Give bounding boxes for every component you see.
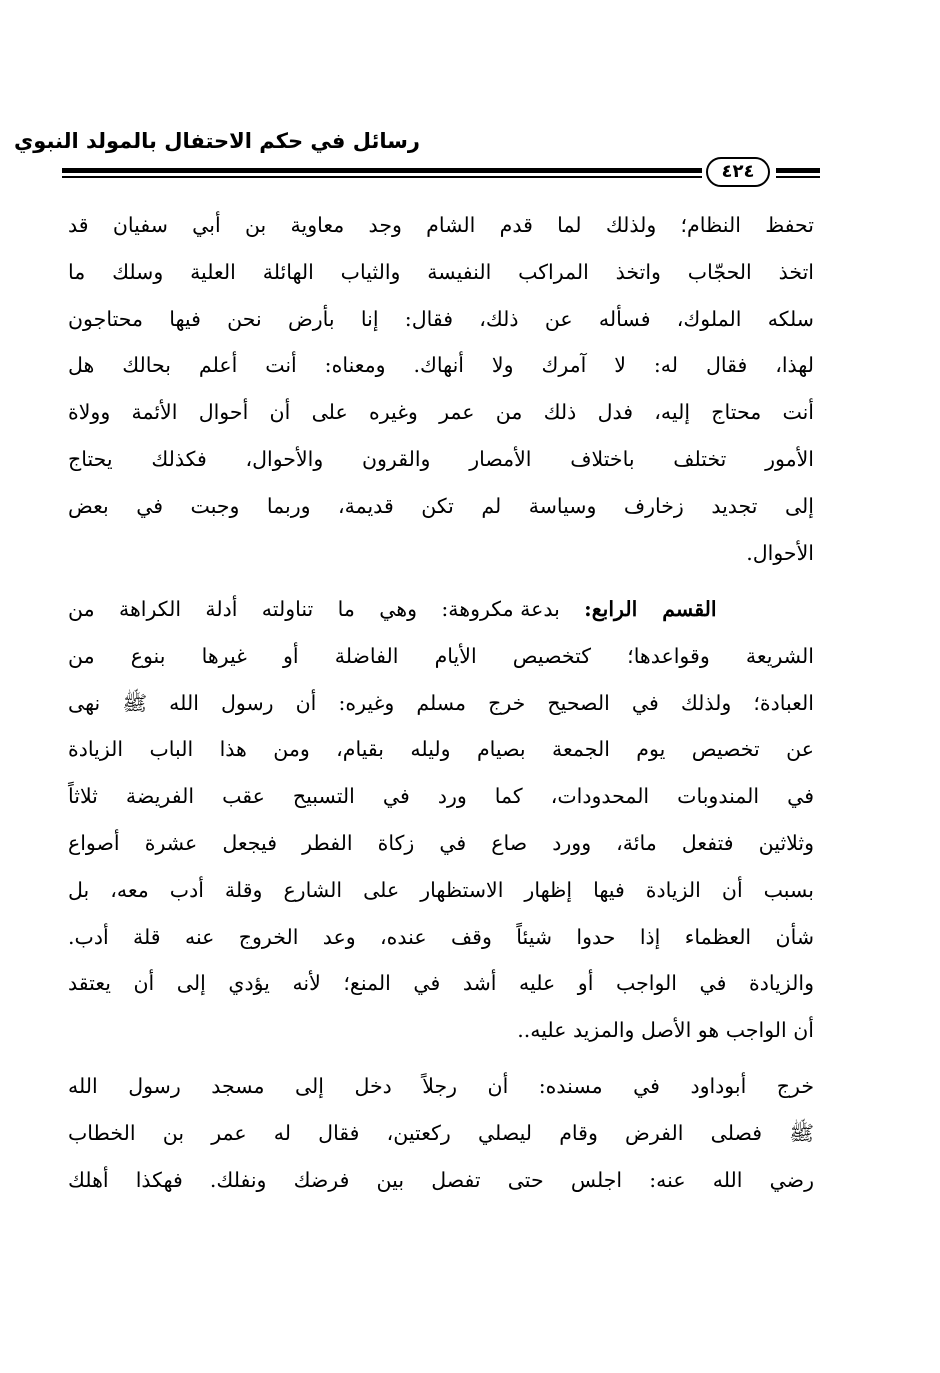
text-line: وثلاثين فتفعل مائة، وورد صاع في زكاة الفطر فيجعل عشرة أصواع	[68, 830, 814, 855]
text-line: اتخذ الحجّاب واتخذ المراكب النفيسة والثياب الهائلة العلية وسلك ما	[68, 259, 814, 284]
text-line: ﷺ فصلى الفرض وقام ليصلي ركعتين، فقال له عمر بن الخطاب	[68, 1120, 814, 1145]
text-line: سلكه الملوك، فسأله عن ذلك، فقال: إنا بأرض نحن فيها محتاجون	[68, 306, 814, 331]
header-rule-thin-right	[776, 176, 820, 178]
text-line: إلى تجديد زخارف وسياسة لم تكن قديمة، وربما وجبت في بعض	[68, 493, 814, 518]
text-line: أن الواجب هو الأصل والمزيد عليه..	[517, 1018, 814, 1043]
text-line: رضي الله عنه: اجلس حتى تفصل بين فرضك ونفلك. فهكذا أهلك	[68, 1167, 814, 1192]
header-rule-thick-right	[776, 168, 820, 173]
text-line: والزيادة في الواجب أو عليه أشد في المنع؛ لأنه يؤدي إلى أن يعتقد	[68, 971, 814, 996]
paragraph-2	[68, 586, 814, 1054]
text-line: عن تخصيص يوم الجمعة بصيام وليله بقيام، ومن هذا الباب الزيادة	[68, 737, 814, 762]
page-number-badge: ٤٢٤	[706, 157, 770, 187]
text-line: لهذا، فقال له: لا آمرك ولا أنهاك. ومعناه: أنت أعلم بحالك هل	[68, 353, 814, 378]
text-line: بسبب أن الزيادة فيها إظهار الاستظهار على الشارع وقلة أدب معه، بل	[68, 877, 814, 902]
text-line: الأمور تختلف باختلاف الأمصار والقرون والأحوال، فكذلك يحتاج	[68, 446, 814, 471]
text-line: شأن العظماء إذا حدوا شيئاً وقف عنده، وعد الخروج عنه قلة أدب.	[68, 924, 814, 949]
text-run: بدعة مكروهة: وهي ما تناولته أدلة الكراهة من	[68, 597, 560, 621]
text-line: الأحوال.	[746, 540, 814, 565]
paragraph-3	[68, 1063, 814, 1203]
text-line: في المندوبات المحدودات، كما ورد في التسبيح عقب الفريضة ثلاثاً	[68, 784, 814, 809]
text-line: الشريعة وقواعدها؛ كتخصيص الأيام الفاضلة أو غيرها بنوع من	[68, 643, 814, 668]
text-line: خرج أبوداود في مسنده: أن رجلاً دخل إلى مسجد رسول الله	[68, 1074, 814, 1098]
text-line: تحفظ النظام؛ ولذلك لما قدم الشام وجد معاوية بن أبي سفيان قد	[68, 213, 814, 237]
text-line-first	[68, 586, 814, 633]
text-line: العبادة؛ ولذلك في الصحيح خرج مسلم وغيره: أن رسول الله ﷺ نهى	[68, 690, 814, 715]
header-rule-thin	[62, 176, 702, 178]
section-heading: القسم الرابع:	[584, 597, 717, 621]
header-rule-thick	[62, 168, 702, 173]
book-title: رسائل في حكم الاحتفال بالمولد النبوي	[14, 129, 420, 153]
text-line: أنت محتاج إليه، فدل ذلك من عمر وغيره على أن أحوال الأئمة وولاة	[68, 400, 814, 425]
paragraph-1	[68, 202, 814, 576]
